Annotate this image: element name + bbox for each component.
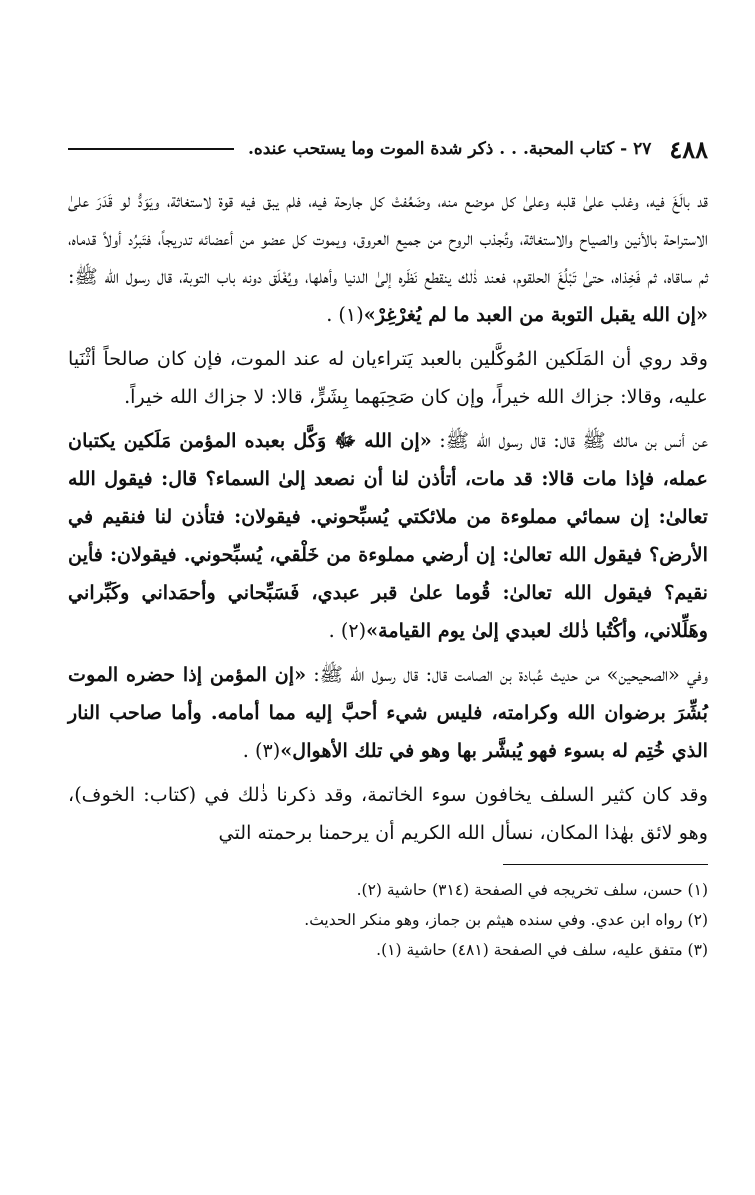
paragraph-text: قد بالَغَ فيه، وغلب علىٰ قلبه وعلىٰ كل موضع منه، وضَعُفتْ كل جارحة فيه، فلم يبق فيه قوة لاستغاثة، ويَوَدُّ لو قَدَرَ علىٰ الاستراحة بالأنين والصياح والاستغاثة، وتُجذب الروح من جميع العروق، ويموت كل عضو من أعضائه تدريجاً، فتَبرُد أولاً قدماه، ثم ساقاه، ثم فَخِذاه، حتىٰ تَبْلُغَ الحلقوم، فعند ذٰلك ينقطع نَظَره إلىٰ الدنيا وأهلها، ويُغْلَق دونه باب التوبة، قال رسول الله ﷺ: bbox=[68, 189, 708, 288]
paragraph-text: (٢) . bbox=[328, 619, 367, 642]
footnote-1: (١) حسن، سلف تخريجه في الصفحة (٣١٤) حاشية (٢). bbox=[356, 881, 708, 899]
paragraph-text: وفي «الصحيحين» من حديث عُبادة بن الصامت قال: قال رسول الله ﷺ: bbox=[306, 663, 708, 686]
page-number: ٤٨٨ bbox=[669, 134, 708, 164]
hadith-text: «إن المؤمن إذا حضره الموت بُشِّرَ برضوان الله وكرامته، فليس شيء أحبَّ إليه مما أمامه. وأما صاحب النار الذي خُتِم له بسوء فهو يُبشَّر بها وهو في تلك الأهوال» bbox=[68, 663, 708, 762]
running-title: ٢٧ - كتاب المحبة. . . ذكر شدة الموت وما يستحب عنده. bbox=[247, 139, 652, 159]
footnotes bbox=[68, 875, 708, 965]
hadith-text: «إن الله ﷻ وَكَّل بعبده المؤمن مَلَكين يكتبان عمله، فإذا مات قالا: قد مات، أتأذن لنا أن نصعد إلىٰ السماء؟ قال: فيقول الله تعالىٰ: إن سمائي مملوءة من ملائكتي يُسبِّحوني. فيقولان: فتأذن لنا فنقيم في الأرض؟ فيقول الله تعالىٰ: إن أرضي مملوءة من خَلْقي، يُسبِّحوني. فيقولان: فأين نقيم؟ فيقول الله تعالىٰ: قُوما علىٰ قبر عبدي، فَسَبِّحاني وأحمَداني وكَبِّراني وهَلِّلاني، وأكْتُبا ذٰلك لعبدي إلىٰ يوم القيامة» bbox=[68, 429, 708, 642]
paragraph-text: (١) . bbox=[326, 303, 364, 326]
paragraph-3 bbox=[68, 422, 708, 650]
footnote-2: (٢) رواه ابن عدي. وفي سنده هيثم بن جماز، وهو منكر الحديث. bbox=[304, 911, 708, 929]
paragraph-1 bbox=[68, 182, 708, 334]
paragraph-text: (٣) . bbox=[242, 739, 281, 762]
main-text bbox=[68, 182, 708, 852]
running-header bbox=[68, 132, 708, 166]
hadith-text: «إن الله يقبل التوبة من العبد ما لم يُغرْغِرْ» bbox=[363, 303, 708, 326]
paragraph-text: وقد كان كثير السلف يخافون سوء الخاتمة، وقد ذكرنا ذٰلك في (كتاب: الخوف)، وهو لائق بهٰذا المكان، نسأل الله الكريم أن يرحمنا برحمته التي bbox=[68, 783, 708, 844]
paragraph-text: وقد روي أن المَلَكين المُوكَّلين بالعبد يَتراءيان له عند الموت، فإن كان صالحاً أثْنَيا عليه، وقالا: جزاك الله خيراً، وإن كان صَحِبَهما بِشَرٍّ، قالا: لا جزاك الله خيراً. bbox=[68, 347, 708, 408]
paragraph-text: عن أنس بن مالك ﷺ قال: قال رسول الله ﷺ: bbox=[431, 429, 708, 452]
paragraph-4 bbox=[68, 656, 708, 770]
book-page bbox=[68, 132, 708, 965]
header-rule bbox=[68, 148, 234, 150]
footnote-separator bbox=[503, 864, 708, 865]
footnote-3: (٣) متفق عليه، سلف في الصفحة (٤٨١) حاشية (١). bbox=[376, 941, 708, 959]
paragraph-2 bbox=[68, 340, 708, 416]
paragraph-5 bbox=[68, 776, 708, 852]
